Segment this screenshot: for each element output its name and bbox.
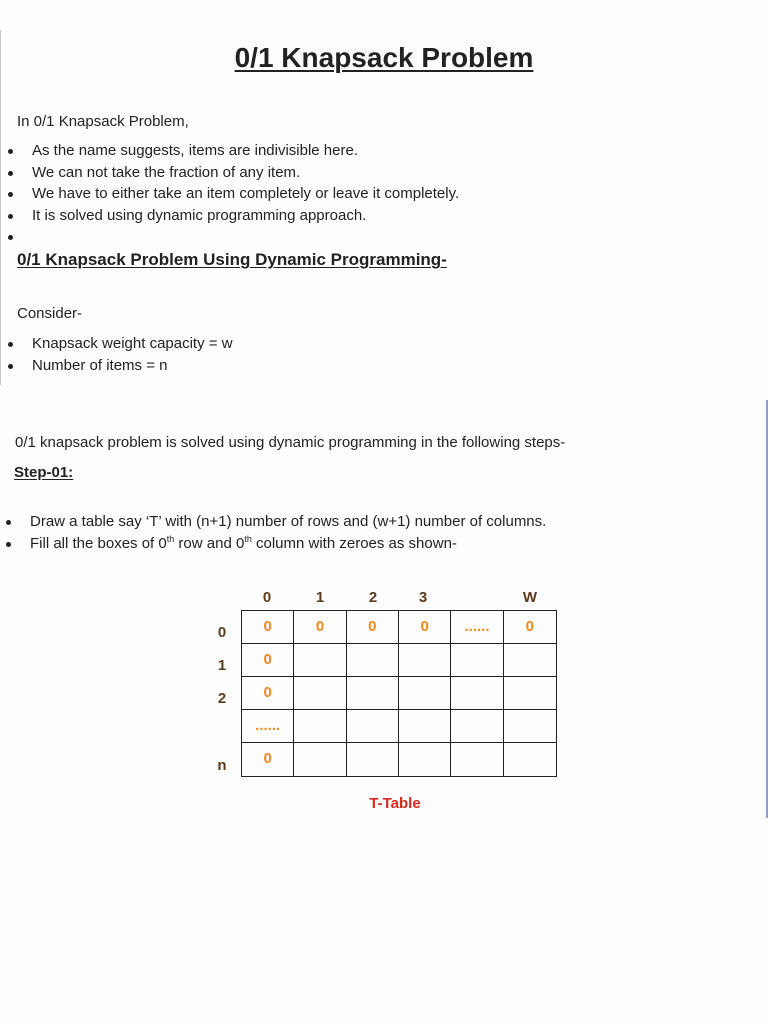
- table-cell: 0: [504, 611, 556, 644]
- column-header: 2: [368, 589, 378, 606]
- row-header: 0: [217, 624, 227, 641]
- table-cell: [347, 743, 399, 776]
- list-item: We can not take the fraction of any item.: [32, 164, 459, 186]
- table-cell: [294, 743, 346, 776]
- row-header: 1: [217, 657, 227, 674]
- list-item: [30, 535, 546, 557]
- section-heading: 0/1 Knapsack Problem Using Dynamic Programming-: [17, 250, 447, 269]
- intro-text: In 0/1 Knapsack Problem,: [17, 113, 189, 130]
- table-cell: [451, 644, 503, 677]
- table-cell: [294, 710, 346, 743]
- step-text: row and 0: [174, 534, 245, 552]
- table-cell: [504, 644, 556, 677]
- table-cell: [451, 677, 503, 710]
- table-cell: [347, 644, 399, 677]
- t-table-figure: [205, 584, 565, 819]
- column-header: 3: [418, 589, 428, 606]
- list-item: It is solved using dynamic programming approach.: [32, 207, 459, 229]
- column-header: 1: [315, 589, 325, 606]
- table-cell: [399, 677, 451, 710]
- table-cell: 0: [399, 611, 451, 644]
- table-cell: ......: [242, 710, 294, 743]
- properties-list: [32, 142, 459, 250]
- list-item: Draw a table say ‘T’ with (n+1) number of rows and (w+1) number of columns.: [30, 513, 546, 535]
- step-text: Fill all the boxes of 0: [30, 534, 167, 552]
- table-cell: [451, 710, 503, 743]
- step-01-list: [30, 513, 546, 556]
- list-item: Knapsack weight capacity = w: [32, 335, 233, 357]
- table-cell: [504, 710, 556, 743]
- table-cell: [347, 677, 399, 710]
- table-cell: [399, 644, 451, 677]
- step-text: column with zeroes as shown-: [251, 534, 457, 552]
- table-cell: [451, 743, 503, 776]
- table-cell: [294, 644, 346, 677]
- row-header: n: [217, 757, 227, 774]
- table-cell: 0: [294, 611, 346, 644]
- table-cell: [504, 677, 556, 710]
- t-table-grid: [241, 610, 557, 777]
- table-cell: [399, 743, 451, 776]
- list-item: Number of items = n: [32, 357, 233, 379]
- page-title: 0/1 Knapsack Problem: [234, 42, 534, 73]
- row-header: 2: [217, 690, 227, 707]
- column-header: W: [522, 589, 538, 606]
- table-cell: 0: [347, 611, 399, 644]
- consider-text: Consider-: [17, 305, 83, 322]
- consider-list: [32, 335, 233, 378]
- ordinal-suffix: th: [166, 533, 175, 544]
- table-cell: 0: [242, 677, 294, 710]
- list-item: As the name suggests, items are indivisible here.: [32, 142, 459, 164]
- step-01-label: Step-01:: [14, 464, 74, 481]
- table-cell: [399, 710, 451, 743]
- steps-intro-text: 0/1 knapsack problem is solved using dynamic programming in the following steps-: [15, 434, 566, 451]
- list-item: We have to either take an item completely or leave it completely.: [32, 185, 459, 207]
- table-cell: [504, 743, 556, 776]
- table-cell: 0: [242, 644, 294, 677]
- column-header: 0: [262, 589, 272, 606]
- ordinal-suffix: th: [244, 533, 252, 544]
- table-caption: T-Table: [369, 795, 421, 812]
- left-page-edge: [0, 30, 1, 385]
- table-cell: 0: [242, 611, 294, 644]
- table-cell: [347, 710, 399, 743]
- table-cell: [294, 677, 346, 710]
- table-cell: ......: [451, 611, 503, 644]
- list-item: [32, 228, 459, 250]
- table-cell: 0: [242, 743, 294, 776]
